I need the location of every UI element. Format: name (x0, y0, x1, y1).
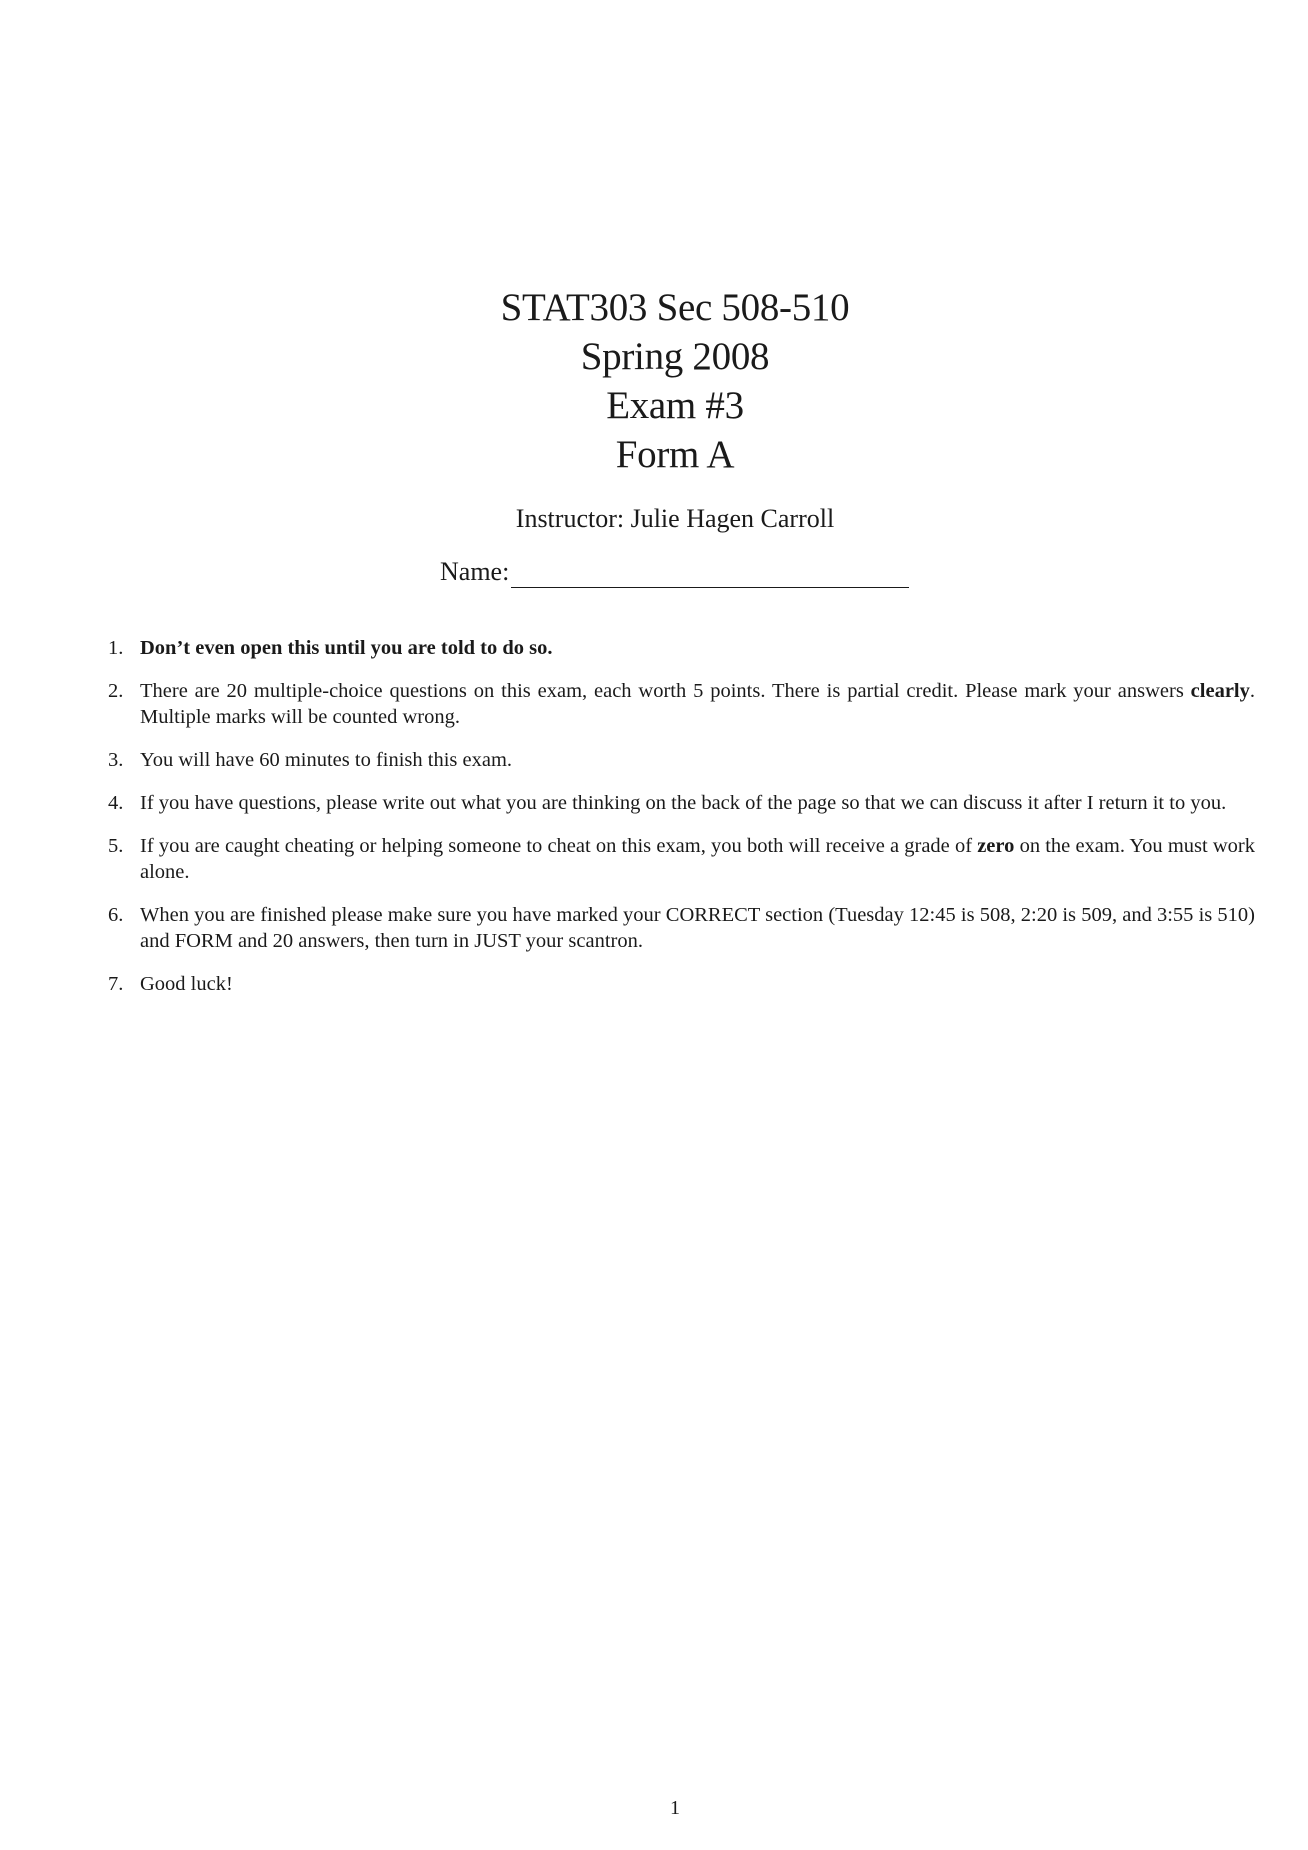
instruction-item (108, 902, 1255, 954)
term-title: Spring 2008 (580, 335, 770, 378)
instruction-text (140, 835, 1255, 883)
instruction-emphasis: Don’t even open this until you are told to do so. (140, 637, 553, 659)
instruction-number: 5. (108, 835, 124, 857)
instruction-text (140, 973, 233, 995)
instruction-number: 2. (108, 680, 124, 702)
instruction-segment: If you have questions, please write out what you are thinking on the back of the page so that we can discuss it after I return it to you. (140, 792, 1227, 814)
exam-title: Exam #3 (606, 384, 744, 427)
name-field (440, 556, 909, 588)
instruction-segment: Good luck! (140, 973, 233, 995)
instruction-item (108, 747, 1255, 773)
instruction-number: 1. (108, 637, 124, 659)
instruction-number: 6. (108, 904, 124, 926)
instruction-number: 7. (108, 973, 124, 995)
instruction-number: 3. (108, 749, 124, 771)
instruction-segment: If you are caught cheating or helping someone to cheat on this exam, you both will receive a grade of (140, 835, 978, 857)
page-number: 1 (670, 1797, 680, 1819)
instruction-text (140, 749, 512, 771)
instruction-item (108, 790, 1255, 816)
instruction-segment: When you are finished please make sure you have marked your CORRECT section (Tuesday 12:45 is 508, 2:20 is 509, and 3:55 is 510) and FORM and 20 answers, then turn in JUST your scantron. (140, 904, 1255, 952)
instruction-segment: on the exam. You must work alone. (140, 835, 1255, 883)
instruction-segment: You will have 60 minutes to finish this exam. (140, 749, 513, 771)
instruction-text (140, 680, 1255, 728)
title-block (0, 283, 1308, 479)
instruction-item (108, 833, 1255, 885)
instruction-text (140, 904, 1255, 952)
instruction-emphasis: zero (977, 835, 1015, 857)
name-blank-line (511, 561, 909, 588)
instruction-item (108, 678, 1255, 730)
instruction-emphasis: clearly (1190, 680, 1250, 702)
instruction-text (140, 792, 1226, 814)
form-title: Form A (615, 433, 735, 476)
instructor-line: Instructor: Julie Hagen Carroll (515, 504, 835, 533)
instruction-number: 4. (108, 792, 124, 814)
instruction-text (140, 637, 553, 659)
instruction-item (108, 971, 1255, 997)
course-title: STAT303 Sec 508-510 (500, 286, 850, 329)
instruction-segment: There are 20 multiple-choice questions on this exam, each worth 5 points. There is partial credit. Please mark your answers (140, 680, 1191, 702)
instructions-list (108, 635, 1255, 1014)
instruction-item (108, 635, 1255, 661)
name-label: Name: (440, 557, 510, 586)
instruction-segment: . Multiple marks will be counted wrong. (140, 680, 1255, 728)
